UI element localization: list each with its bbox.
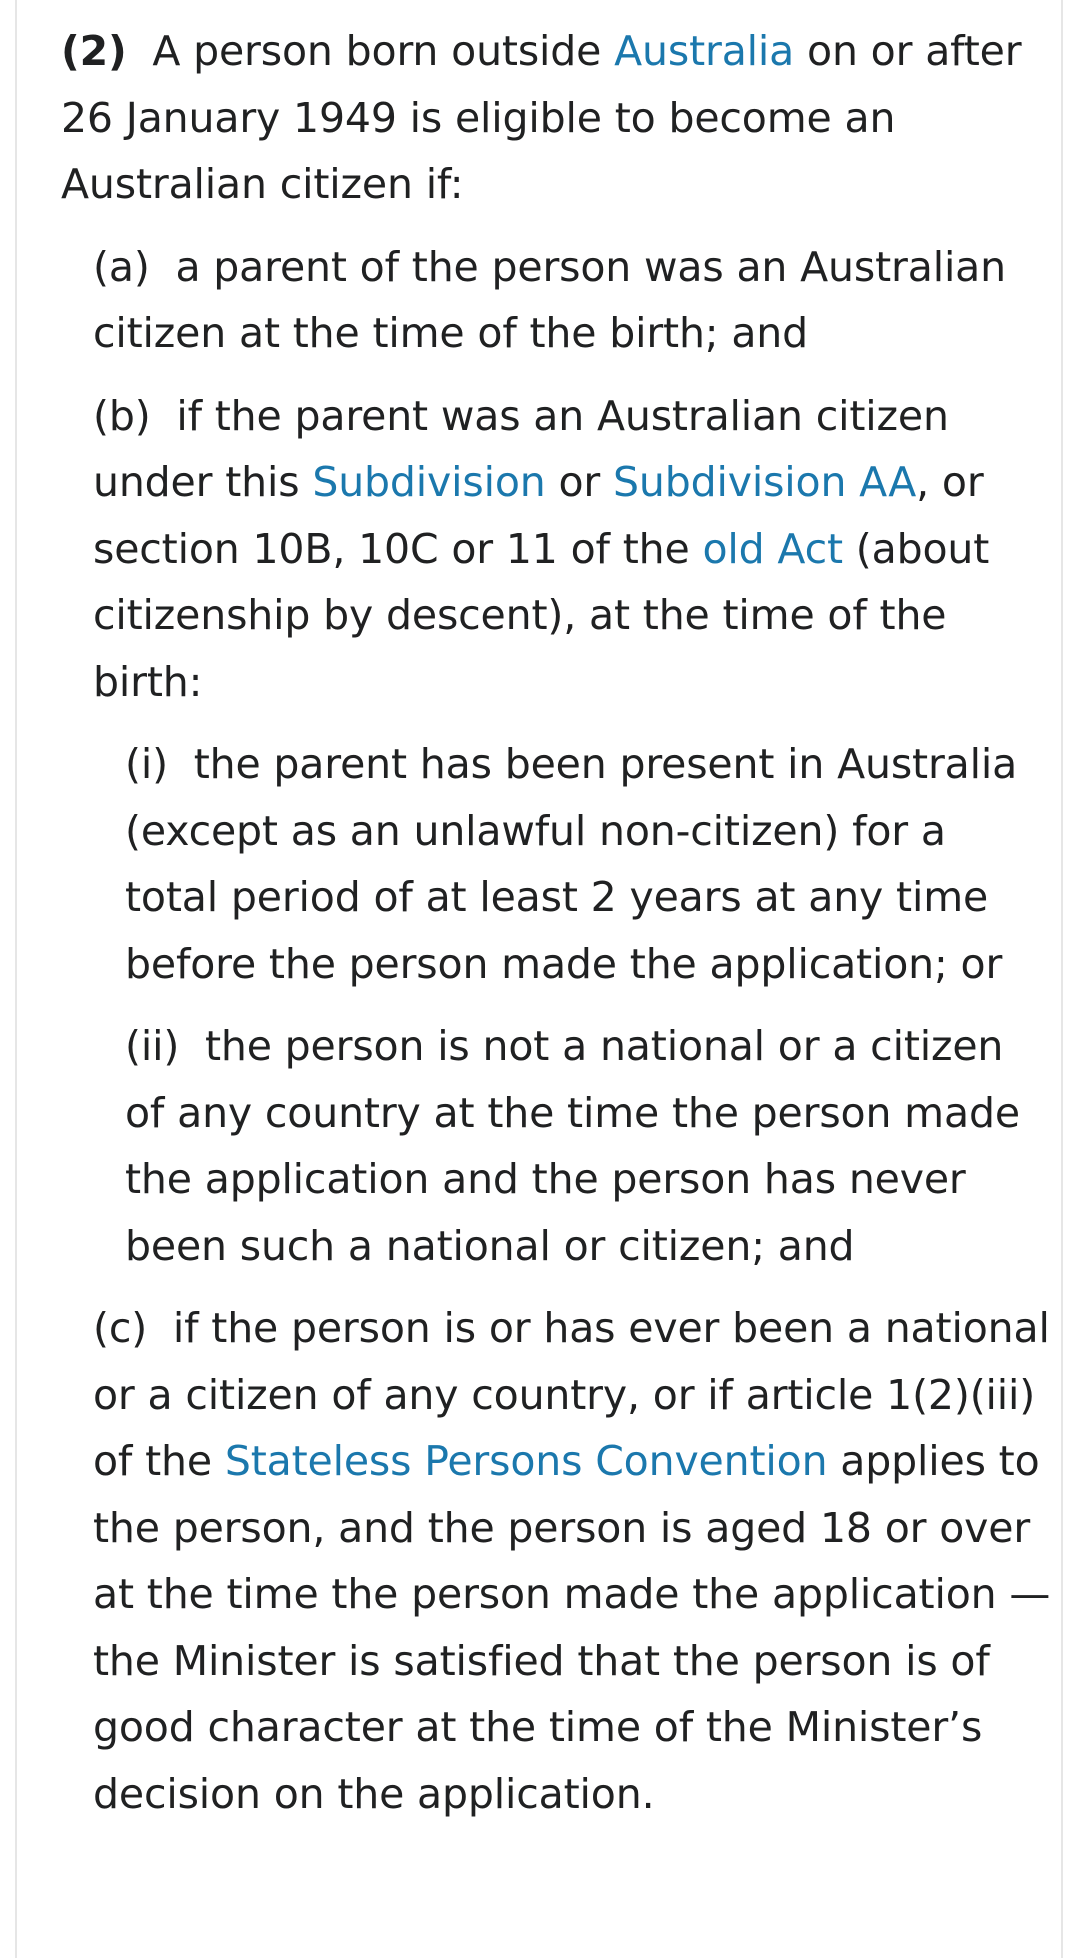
subsection-text-start: A person born outside bbox=[152, 27, 615, 75]
legislation-text bbox=[61, 18, 1051, 1827]
paragraph-b bbox=[93, 383, 1051, 716]
subdivision-link[interactable]: Subdivision bbox=[312, 458, 546, 506]
paragraph-a-text: a parent of the person was an Australian citizen at the time of the birth; and bbox=[93, 242, 1006, 357]
paragraph-a bbox=[93, 234, 1051, 367]
subsection-number: (2) bbox=[61, 27, 127, 75]
paragraph-a-label: (a) bbox=[93, 242, 150, 291]
stateless-persons-convention-link[interactable]: Stateless Persons Convention bbox=[224, 1437, 828, 1485]
paragraph-c bbox=[93, 1295, 1051, 1827]
subparagraph-ii-text: the person is not a national or a citizen of any country at the time the person made the application and the person has never been such a national or citizen; and bbox=[125, 1022, 1020, 1270]
paragraph-c-text-1: if the person is or has ever been a national or a citizen of any country, or if article 1(2)(iii) of the bbox=[93, 1304, 1050, 1485]
paragraph-b-text-2: or bbox=[545, 458, 614, 506]
subparagraph-i-label: (i) bbox=[125, 740, 168, 788]
subsection-2 bbox=[61, 18, 1051, 218]
paragraph-b-text-3: , or section 10B, 10C or 11 of the bbox=[93, 458, 984, 573]
australia-link[interactable]: Australia bbox=[614, 27, 795, 75]
subsection-text-end: on or after 26 January 1949 is eligible to become an Australian citizen if: bbox=[61, 27, 1022, 208]
old-act-link[interactable]: old Act bbox=[702, 524, 843, 573]
subdivision-aa-link[interactable]: Subdivision AA bbox=[613, 458, 917, 506]
paragraph-b-text-4: (about citizenship by descent), at the time of the birth: bbox=[93, 524, 990, 706]
subparagraph-i-text: the parent has been present in Australia (except as an unlawful non-citizen) for a total period of at least 2 years at any time before the person made the application; or bbox=[125, 740, 1018, 988]
subparagraph-ii bbox=[125, 1013, 1051, 1279]
paragraph-c-text-2: applies to the person, and the person is aged 18 or over at the time the person made the application — the Minister is satisfied that the person is of good character at the time of the Minister’s decision on the application. bbox=[93, 1437, 1051, 1818]
paragraph-b-label: (b) bbox=[93, 391, 151, 440]
paragraph-b-text-1: if the parent was an Australian citizen under this bbox=[93, 391, 949, 506]
paragraph-c-label: (c) bbox=[93, 1304, 148, 1352]
subparagraph-ii-label: (ii) bbox=[125, 1022, 180, 1070]
subparagraph-i bbox=[125, 731, 1051, 997]
